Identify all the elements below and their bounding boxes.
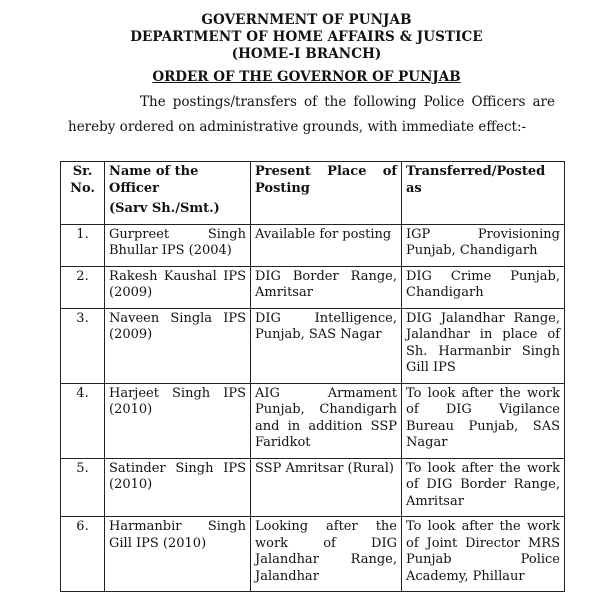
table-body (61, 224, 565, 592)
cell-officer-name: Naveen Singla IPS (2009) (105, 308, 251, 383)
cell-present-posting: Looking after the work of DIG Jalandhar Range, Jalandhar (251, 517, 402, 592)
cell-transferred: To look after the work of Joint Director MRS Punjab Police Academy, Phillaur (402, 517, 565, 592)
cell-officer-name: Gurpreet Singh Bhullar IPS (2004) (105, 224, 251, 266)
cell-officer-name: Satinder Singh IPS (2010) (105, 458, 251, 517)
cell-present-posting: AIG Armament Punjab, Chandigarh and in addition SSP Faridkot (251, 383, 402, 458)
table-row (61, 517, 565, 592)
cell-sr-no: 6. (61, 517, 105, 592)
cell-sr-no: 4. (61, 383, 105, 458)
order-title: ORDER OF THE GOVERNOR OF PUNJAB (152, 69, 461, 85)
table-row (61, 266, 565, 308)
cell-officer-name: Harmanbir Singh Gill IPS (2010) (105, 517, 251, 592)
cell-officer-name: Rakesh Kaushal IPS (2009) (105, 266, 251, 308)
cell-sr-no: 1. (61, 224, 105, 266)
table-header-row (61, 162, 565, 225)
cell-present-posting: Available for posting (251, 224, 402, 266)
cell-transferred: To look after the work of DIG Border Range, Amritsar (402, 458, 565, 517)
header-transferred: Transferred/Posted as (402, 162, 565, 225)
header-department: DEPARTMENT OF HOME AFFAIRS & JUSTICE (130, 29, 483, 45)
intro-paragraph: The postings/transfers of the following Police Officers are hereby ordered on administrative grounds, with immediate effect:- (68, 94, 555, 135)
document-page (0, 12, 613, 584)
cell-transferred: To look after the work of DIG Vigilance Bureau Punjab, SAS Nagar (402, 383, 565, 458)
header-officer-name-sub: (Sarv Sh./Smt.) (109, 201, 220, 216)
table-row (61, 224, 565, 266)
cell-officer-name: Harjeet Singh IPS (2010) (105, 383, 251, 458)
header-government: GOVERNMENT OF PUNJAB (201, 12, 412, 28)
cell-sr-no: 3. (61, 308, 105, 383)
header-officer-name (105, 162, 251, 225)
officers-table (60, 161, 565, 592)
header-officer-name-label: Name of the Officer (109, 164, 199, 196)
table-row (61, 458, 565, 517)
cell-sr-no: 5. (61, 458, 105, 517)
cell-present-posting: SSP Amritsar (Rural) (251, 458, 402, 517)
cell-transferred: DIG Crime Punjab, Chandigarh (402, 266, 565, 308)
cell-present-posting: DIG Intelligence, Punjab, SAS Nagar (251, 308, 402, 383)
cell-transferred: IGP Provisioning Punjab, Chandigarh (402, 224, 565, 266)
cell-sr-no: 2. (61, 266, 105, 308)
header-sr-no: Sr. No. (61, 162, 105, 225)
cell-transferred: DIG Jalandhar Range, Jalandhar in place of Sh. Harmanbir Singh Gill IPS (402, 308, 565, 383)
header-branch: (HOME-I BRANCH) (231, 46, 382, 62)
table-row (61, 383, 565, 458)
table-row (61, 308, 565, 383)
header-present-posting: Present Place of Posting (251, 162, 402, 225)
cell-present-posting: DIG Border Range, Amritsar (251, 266, 402, 308)
